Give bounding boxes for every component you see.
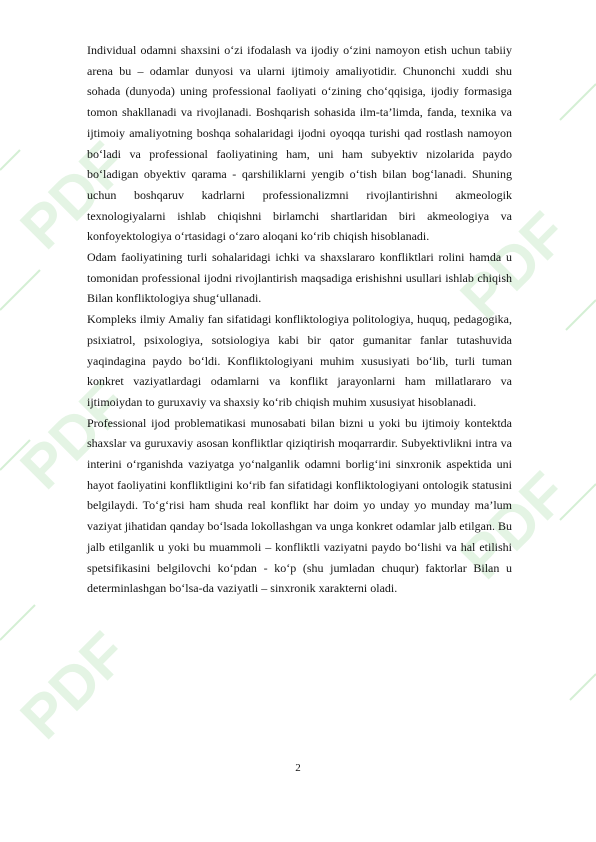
- watermark-text-left-3: PDF: [7, 619, 140, 752]
- document-body: [87, 40, 512, 599]
- paragraph-2: Odam faoliyatining turli sohalaridagi ichki va shaxslararo konfliktlari rolini hamda u tomonidan professional ijodni rivojlantirish maqsadiga erishishni usullari ishlab chiqish Bilan konfliktologiya shug‘ullanadi.: [87, 250, 512, 306]
- page-number: 2: [295, 762, 301, 774]
- watermark-text-left-1: PDF: [7, 129, 140, 262]
- paragraph-4: Professional ijod problematikasi munosabati bilan bizni u yoki bu ijtimoiy kontektda shaxslar va guruxaviy asosan konfliktlar qiziqtirish moqarrardir. Subyektivlikni intra va interini o‘rganishda vaziyatga yo‘nalganlik odamni borlig‘ini sinxronik aspektida uni hayot faoliyatini konfliktligini ko‘rib fan sifatidagi konfliktologiyani ontologik statusini belgilaydi. To‘g‘risi ham shuda real konflikt har doim yo unday yo munday ma’lum vaziyat jihatidan qanday bo‘lsada lokollashgan va unga konkret odamlar jalb etilgan. Bu jalb etilganlik u yoki bu muammoli – konfliktli vaziyatni paydo bo‘lishi va hal etilishi spetsifikasini belgilovchi ko‘pdan - ko‘p (shu jumladan chuqur) faktorlar Bilan u determinlashgan bo‘lsa-da vaziyatli – sinxronik xarakterni oladi.: [87, 415, 512, 596]
- paragraph-1: Individual odamni shaxsini o‘zi ifodalash va ijodiy o‘zini namoyon etish uchun tabiiy arena bu – odamlar dunyosi va ularni ijtimoiy amaliyotidir. Chunonchi xuddi shu sohada (dunyoda) uning professional faoliyati o‘zining cho‘qqisiga, ijodiy formasiga tomon shakllanadi va rivojlanadi. Boshqarish sohasida ilm-ta’limda, fanda, texnika va ijtimoiy amaliyotning boshqa sohalaridagi ijodni oyoqqa turishi qad rostlash namoyon bo‘ladi va professional faoliyatining ham, uni ham subyektiv nizolarida paydo bo‘ladigan obyektiv qarama - qarshiliklarni yengib o‘tish bilan bog‘lanadi. Shuning uchun boshqaruv kadrlarni professionalizmni rivojlantirishni akmeologik texnologiyalarni ishlab chiqishni birlamchi shartlaridan biri akmeologiya va konfoyektologiya o‘rtasidagi o‘zaro aloqani ko‘rib chiqish hisoblanadi.: [87, 43, 512, 244]
- watermark-text-left-2: PDF: [7, 369, 140, 502]
- paragraph-3: Kompleks ilmiy Amaliy fan sifatidagi konfliktologiya politologiya, huquq, pedagogika, psixiatrol, psixologiya, sotsiologiya kabi bir qator gumanitar fanlar tutashuvida yaqindagina paydo bo‘ldi. Konfliktologiyani muhim xususiyati bo‘lib, turli tuman konkret vaziyatlardagi odamlarni va konflikt jarayonlarni ham millatlararo va ijtimoiydan to guruxaviy va shaxsiy ko‘rib chiqish muhim xususiyat hisoblanadi.: [87, 312, 512, 409]
- watermark-text-right-1: PDF: [447, 199, 580, 332]
- watermark-text-right-2: PDF: [447, 459, 580, 592]
